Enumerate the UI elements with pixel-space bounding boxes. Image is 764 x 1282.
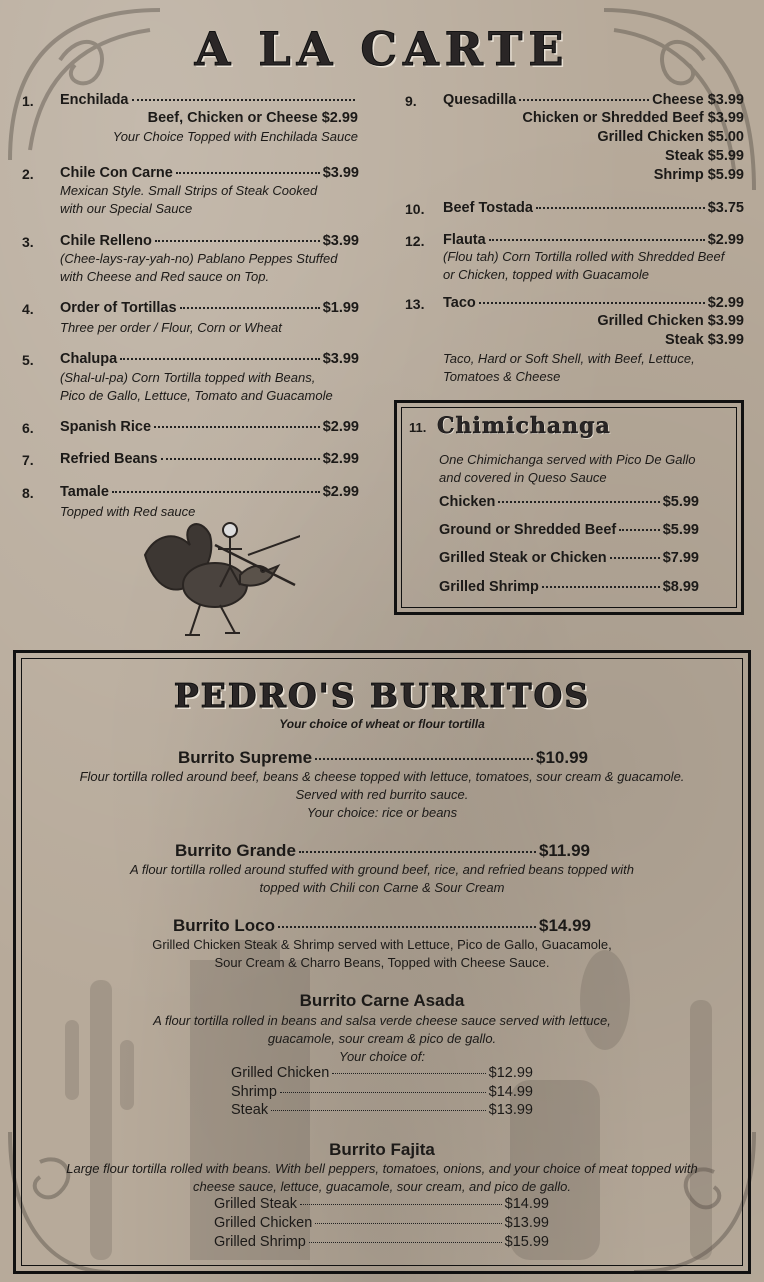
item-option: Grilled Chicken $5.00 xyxy=(597,129,744,145)
item-number: 13. xyxy=(405,296,425,312)
chimichanga-box xyxy=(394,400,744,615)
item-price: $2.99 xyxy=(322,451,359,467)
item-price: $11.99 xyxy=(538,841,590,860)
burrito-carne-asada: Burrito Carne Asada xyxy=(299,991,465,1010)
burrito-loco xyxy=(173,916,591,936)
list-item-quesadilla xyxy=(443,92,744,108)
chimichanga-title: Chimichanga xyxy=(437,413,611,439)
item-description: (Chee-lays-ray-yah-no) Pablano Peppes Stuffed with Cheese and Red sauce on Top. xyxy=(60,251,338,284)
item-description: Grilled Chicken Steak & Shrimp served with Lettuce, Pico de Gallo, Guacamole, Sour Cream & Charro Beans, Topped with Cheese Sauce. xyxy=(152,937,612,970)
list-item-chile-con-carne xyxy=(60,165,359,181)
chimichanga-option: Ground or Shredded Beef $5.99 xyxy=(439,522,699,538)
item-name: Chalupa xyxy=(60,351,118,367)
item-number: 11. xyxy=(409,420,427,435)
item-number: 1. xyxy=(22,93,34,109)
item-name: Flauta xyxy=(443,232,486,248)
list-item-spanish-rice xyxy=(60,419,359,435)
carne-asada-option: Grilled Chicken $12.99 xyxy=(231,1065,533,1081)
list-item-taco xyxy=(443,295,744,311)
chimichanga-option: Grilled Steak or Chicken $7.99 xyxy=(439,550,699,566)
item-description: (Shal-ul-pa) Corn Tortilla topped with Beans, Pico de Gallo, Lettuce, Tomato and Guacamole xyxy=(60,370,333,403)
list-item-enchilada xyxy=(60,92,358,108)
burritos-title: PEDRO'S BURRITOS xyxy=(173,676,591,715)
item-name: Order of Tortillas xyxy=(60,300,177,316)
item-price: $2.99 xyxy=(322,419,359,435)
list-item-tamale xyxy=(60,484,359,500)
list-item-tortillas xyxy=(60,300,359,316)
item-number: 2. xyxy=(22,166,34,182)
item-price: $3.99 xyxy=(322,165,359,181)
fajita-option: Grilled Steak $14.99 xyxy=(214,1196,549,1212)
item-name: Quesadilla xyxy=(443,92,517,108)
item-description: Flour tortilla rolled around beef, beans & cheese topped with lettuce, tomatoes, sour cream & guacamole. Served with red burrito sauce. Your choice: rice or beans xyxy=(79,769,685,820)
item-description: (Flou tah) Corn Tortilla rolled with Shredded Beef or Chicken, topped with Guacamole xyxy=(443,249,725,282)
item-number: 12. xyxy=(405,233,425,249)
item-option: Steak $3.99 xyxy=(664,332,744,348)
item-description: One Chimichanga served with Pico De Gallo and covered in Queso Sauce xyxy=(439,452,696,485)
burrito-grande xyxy=(175,841,590,861)
item-name: Burrito Loco xyxy=(173,916,275,935)
item-description: Large flour tortilla rolled with beans. With bell peppers, tomatoes, onions, and your choice of meat topped with cheese sauce, lettuce, guacamole, sour cream, and pico de gallo. xyxy=(66,1161,698,1194)
skeleton-rooster-illustration xyxy=(135,515,300,645)
item-number: 5. xyxy=(22,352,34,368)
page-title: A LA CARTE xyxy=(194,22,570,76)
item-option: Steak $5.99 xyxy=(664,148,744,164)
chimichanga-option: Chicken $5.99 xyxy=(439,494,699,510)
item-option: Grilled Chicken $3.99 xyxy=(597,313,744,329)
item-name: Taco xyxy=(443,295,476,311)
list-item-flauta xyxy=(443,232,744,248)
item-number: 9. xyxy=(405,93,417,109)
item-name: Enchilada xyxy=(60,92,129,108)
item-sub-line: Beef, Chicken or Cheese $2.99 xyxy=(147,110,358,126)
carne-asada-option: Steak $13.99 xyxy=(231,1102,533,1118)
carne-asada-option: Shrimp $14.99 xyxy=(231,1084,533,1100)
item-number: 10. xyxy=(405,201,425,217)
fajita-option: Grilled Shrimp $15.99 xyxy=(214,1234,549,1250)
item-description: Taco, Hard or Soft Shell, with Beef, Lettuce, Tomatoes & Cheese xyxy=(443,351,695,384)
item-description: A flour tortilla rolled around stuffed with ground beef, rice, and refried beans topped with topped with Chili con Carne & Sour Cream xyxy=(130,862,634,895)
item-name: Beef Tostada xyxy=(443,200,533,216)
burrito-supreme xyxy=(178,748,588,768)
item-option: Shrimp $5.99 xyxy=(653,167,744,183)
item-price: $10.99 xyxy=(536,748,588,767)
chimichanga-option: Grilled Shrimp $8.99 xyxy=(439,579,699,595)
item-description: Topped with Red sauce xyxy=(60,504,196,519)
item-number: 3. xyxy=(22,234,34,250)
item-price: $2.99 xyxy=(707,295,744,311)
item-price: $2.99 xyxy=(322,484,359,500)
item-name: Tamale xyxy=(60,484,109,500)
list-item-refried-beans xyxy=(60,451,359,467)
item-price: $14.99 xyxy=(539,916,591,935)
item-price: $2.99 xyxy=(707,232,744,248)
item-price: Cheese $3.99 xyxy=(652,92,744,108)
item-name: Spanish Rice xyxy=(60,419,152,435)
item-price: $3.99 xyxy=(322,233,359,249)
fajita-option: Grilled Chicken $13.99 xyxy=(214,1215,549,1231)
item-number: 7. xyxy=(22,452,34,468)
list-item-chalupa xyxy=(60,351,359,367)
item-description: Mexican Style. Small Strips of Steak Cooked with our Special Sauce xyxy=(60,183,318,216)
item-number: 8. xyxy=(22,485,34,501)
item-name: Chile Con Carne xyxy=(60,165,173,181)
item-number: 6. xyxy=(22,420,34,436)
item-name: Burrito Grande xyxy=(175,841,296,860)
item-price: $1.99 xyxy=(322,300,359,316)
item-price: $3.99 xyxy=(322,351,359,367)
item-description: A flour tortilla rolled in beans and salsa verde cheese sauce served with lettuce, guacamole, sour cream & pico de gallo. Your choice of: xyxy=(153,1013,611,1064)
item-number: 4. xyxy=(22,301,34,317)
item-description: Your Choice Topped with Enchilada Sauce xyxy=(112,129,358,144)
item-price: $3.75 xyxy=(707,200,744,216)
item-name: Burrito Supreme xyxy=(178,748,313,767)
list-item-beef-tostada xyxy=(443,200,744,216)
item-name: Chile Relleno xyxy=(60,233,152,249)
item-option: Chicken or Shredded Beef $3.99 xyxy=(522,110,744,126)
desert-background-art xyxy=(60,940,720,1260)
burritos-subtitle: Your choice of wheat or flour tortilla xyxy=(279,717,485,731)
item-description: Three per order / Flour, Corn or Wheat xyxy=(60,320,282,335)
burrito-fajita: Burrito Fajita xyxy=(329,1140,435,1159)
list-item-chile-relleno xyxy=(60,233,359,249)
item-name: Refried Beans xyxy=(60,451,158,467)
